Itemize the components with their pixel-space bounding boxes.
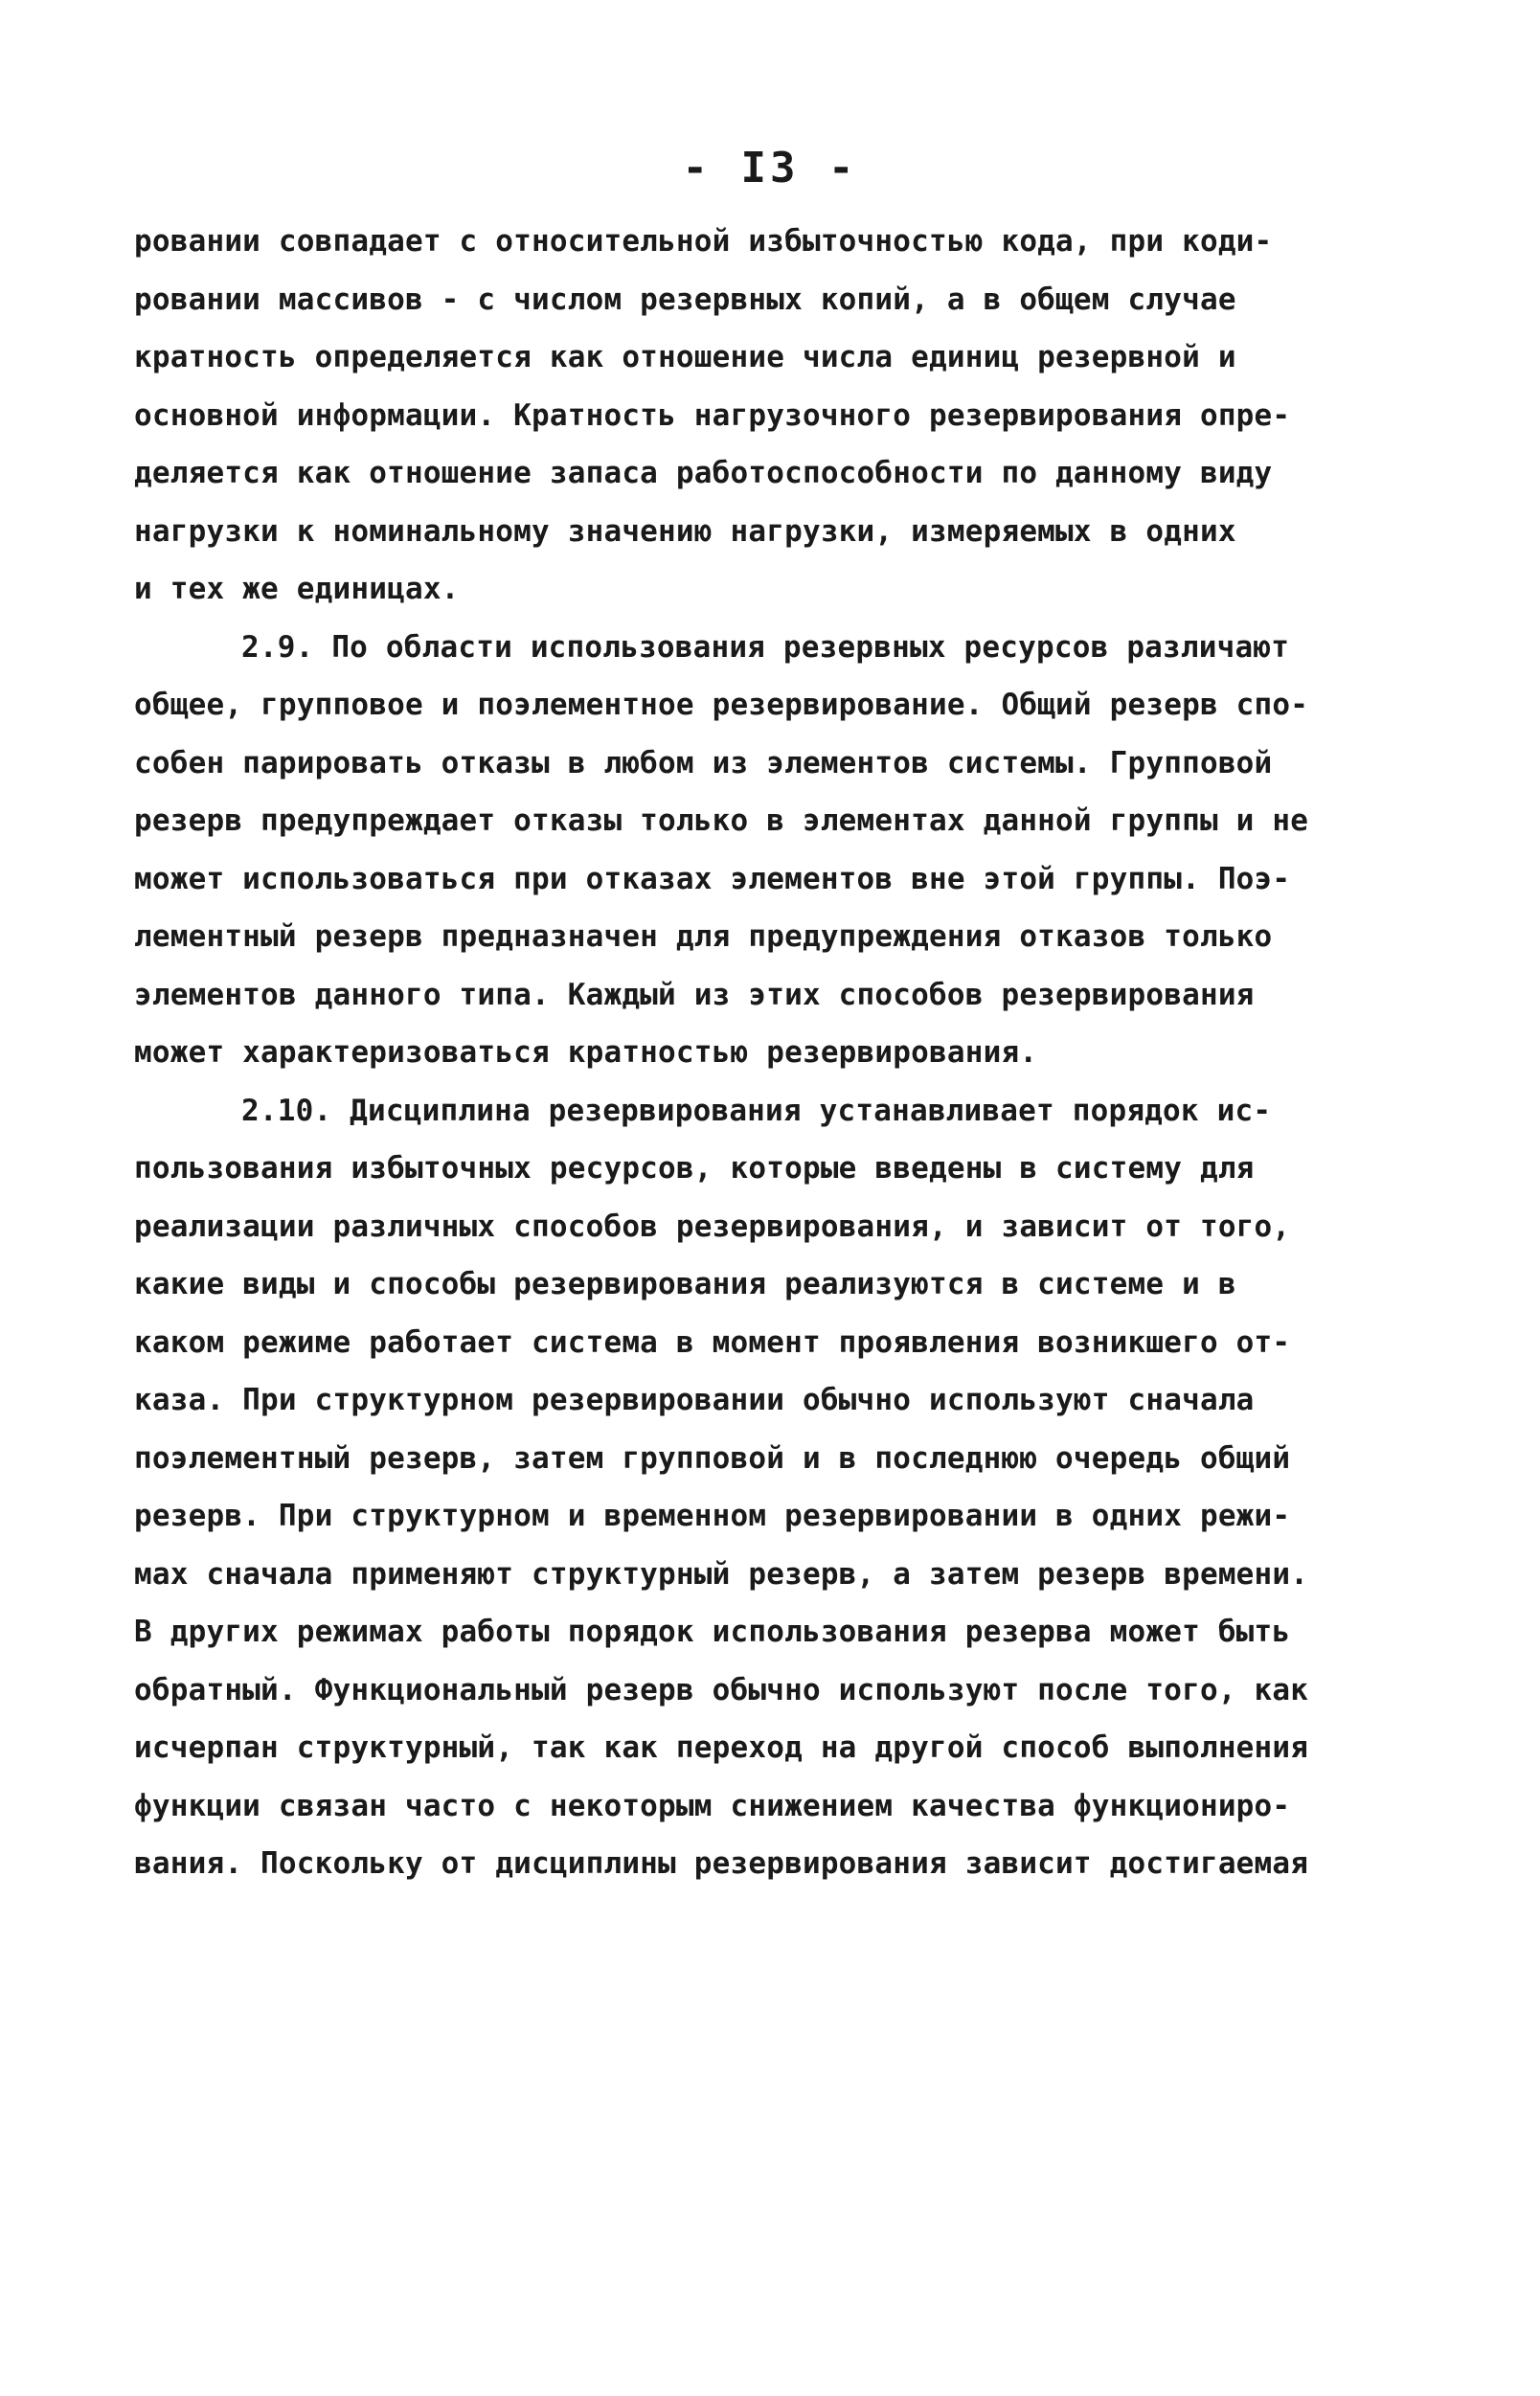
text-line: обратный. Функциональный резерв обычно используют после того, как [134,1672,1309,1707]
text-line: лементный резерв предназначен для предупреждения отказов только [134,919,1273,954]
text-line: нагрузки к номинальному значению нагрузки, измеряемых в одних [134,513,1236,549]
text-line: реализации различных способов резервирования, и зависит от того, [134,1209,1291,1244]
text-line: функции связан часто с некоторым снижением качества функциониро- [134,1788,1291,1823]
text-line: общее, групповое и поэлементное резервирование. Общий резерв спо- [134,688,1309,722]
text-line: собен парировать отказы в любом из элементов системы. Групповой [134,745,1273,780]
paragraph-2-9-first-line: 2.9. По области использования резервных ресурсов различают [241,629,1290,665]
text-line: пользования избыточных ресурсов, которые введены в систему для [134,1151,1255,1186]
text-line: ровании массивов - с числом резервных копий, а в общем случае [134,282,1236,317]
text-line: какие виды и способы резервирования реализуются в системе и в [134,1267,1236,1301]
text-line: основной информации. Кратность нагрузочного резервирования опре- [134,397,1291,433]
text-line: В других режимах работы порядок использования резерва может быть [134,1615,1291,1649]
text-line: мах сначала применяют структурный резерв, а затем резерв времени. [134,1556,1309,1592]
text-line: может использоваться при отказах элементов вне этой группы. Поэ- [134,861,1291,896]
text-line: и тех же единицах. [134,572,460,606]
text-line: исчерпан структурный, так как переход на другой способ выполнения [134,1730,1309,1765]
text-line: поэлементный резерв, затем групповой и в последнюю очередь общий [134,1440,1291,1476]
text-line: может характеризоваться кратностью резервирования. [134,1035,1038,1070]
text-line: деляется как отношение запаса работоспособности по данному виду [134,456,1273,490]
body-text [134,213,1309,1893]
text-line: каза. При структурном резервировании обычно используют сначала [134,1383,1255,1417]
text-line: резерв. При структурном и временном резервировании в одних режи- [134,1499,1291,1533]
paragraph-2-10-first-line: 2.10. Дисциплина резервирования устанавливает порядок ис- [241,1093,1272,1128]
text-line: вания. Поскольку от дисциплины резервирования зависит достигаемая [134,1846,1309,1881]
text-line: кратность определяется как отношение числа единиц резервной и [134,340,1236,374]
text-line: элементов данного типа. Каждый из этих способов резервирования [134,977,1255,1012]
text-line: ровании совпадает с относительной избыточностью кода, при коди- [134,224,1273,259]
page-number: - I3 - [682,144,858,192]
text-line: каком режиме работает система в момент проявления возникшего от- [134,1324,1291,1360]
text-line: резерв предупреждает отказы только в элементах данной группы и не [134,803,1309,838]
